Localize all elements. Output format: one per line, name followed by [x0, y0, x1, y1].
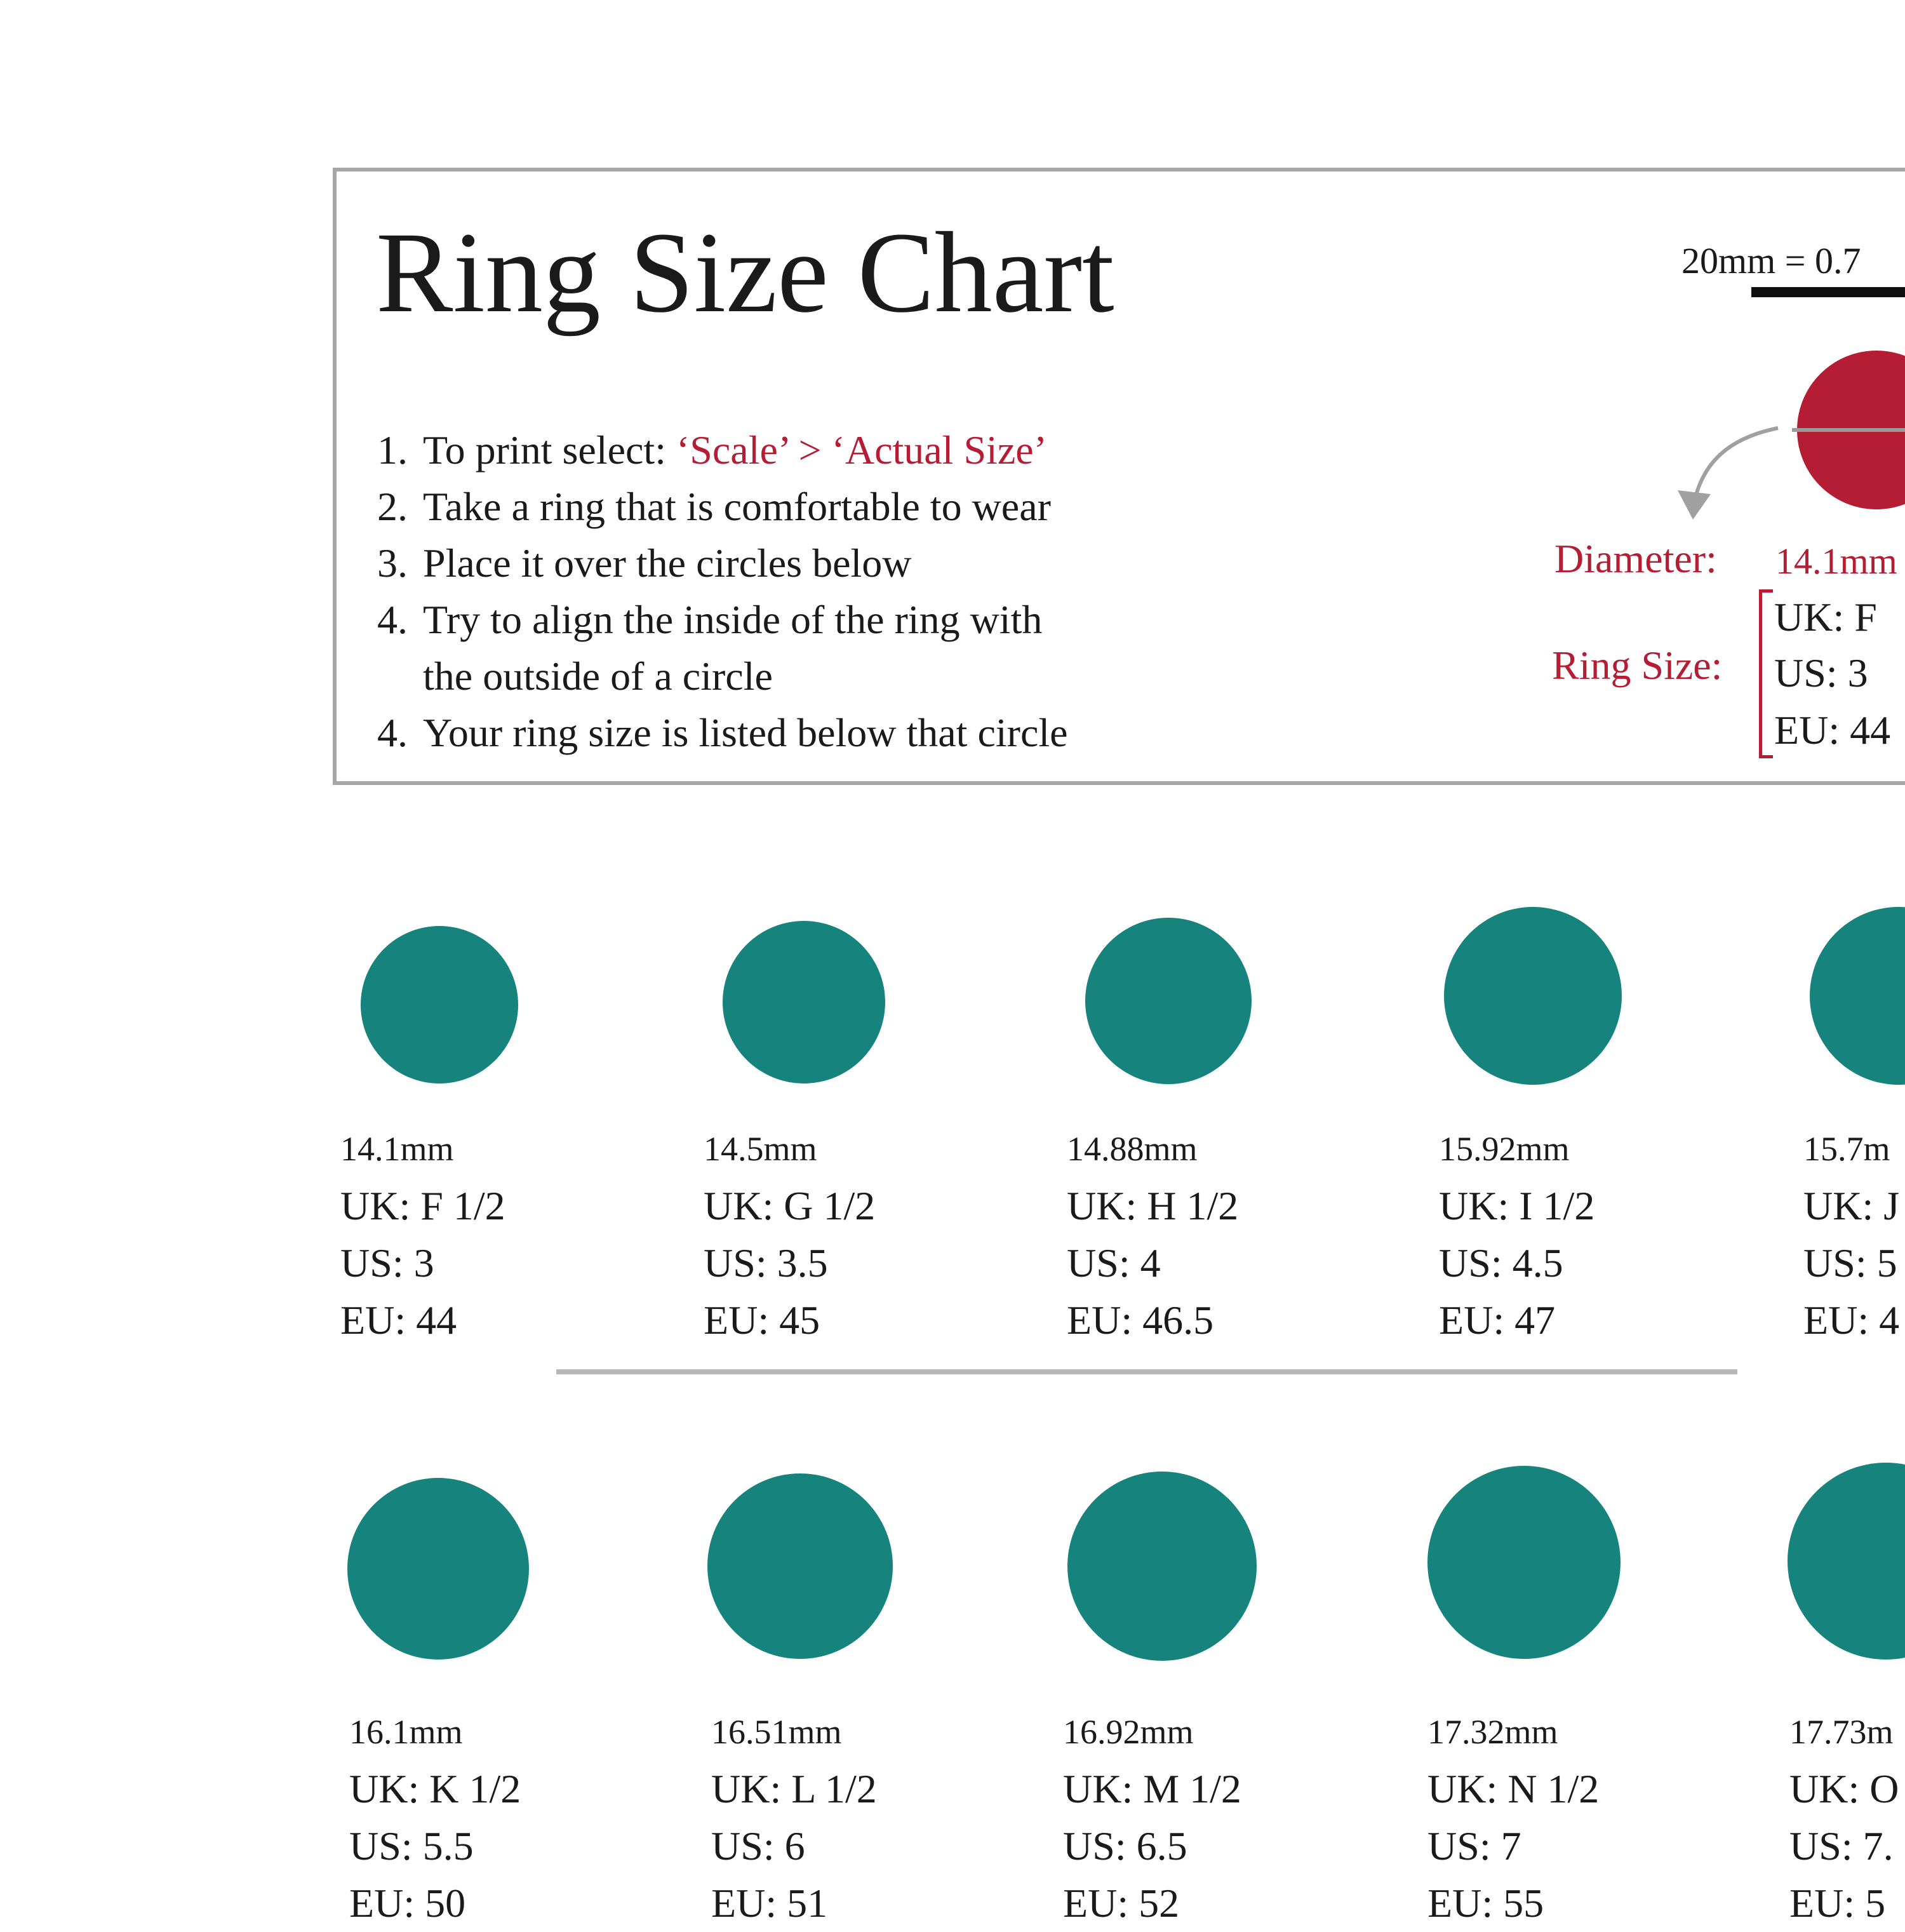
instruction-text: Your ring size is listed below that circle: [423, 710, 1068, 755]
instruction-item: [377, 591, 1266, 648]
instruction-text: Take a ring that is comfortable to wear: [423, 484, 1051, 529]
instruction-text: the outside of a circle: [423, 654, 773, 699]
size-circle: [707, 1473, 893, 1659]
curved-arrow-icon: [1664, 419, 1810, 527]
size-circle: [1444, 907, 1622, 1085]
size-circle: [361, 926, 518, 1083]
size-diameter: 15.92mm: [1439, 1130, 1570, 1168]
size-us: US: 3: [340, 1240, 434, 1285]
size-us: US: 4: [1067, 1240, 1161, 1285]
size-circle: [1067, 1472, 1257, 1661]
instruction-text: Try to align the inside of the ring with: [423, 597, 1043, 642]
size-eu: EU: 47: [1439, 1298, 1556, 1343]
size-diameter: 17.32mm: [1427, 1713, 1558, 1751]
size-us: US: 5.5: [349, 1823, 474, 1868]
size-uk: UK: M 1/2: [1063, 1766, 1241, 1811]
instruction-text: To print select:: [423, 427, 676, 473]
ring-size-bracket: [1759, 589, 1773, 758]
size-uk: UK: J: [1803, 1183, 1900, 1228]
size-diameter: 14.5mm: [704, 1130, 817, 1168]
size-diameter: 17.73m: [1789, 1713, 1894, 1751]
size-us: US: 3.5: [704, 1240, 828, 1285]
instruction-item: [377, 422, 1266, 478]
instruction-item: [377, 535, 1266, 591]
size-diameter: 16.1mm: [349, 1713, 463, 1751]
size-diameter: 14.88mm: [1067, 1130, 1198, 1168]
size-us: US: 6.5: [1063, 1823, 1187, 1868]
size-eu: EU: 46.5: [1067, 1298, 1214, 1343]
size-eu: EU: 55: [1427, 1881, 1544, 1926]
size-us: US: 5: [1803, 1240, 1897, 1285]
diameter-label: Diameter:: [1554, 536, 1717, 581]
scale-bar: [1751, 287, 1905, 297]
instruction-number: 4.: [377, 710, 408, 755]
page-title: Ring Size Chart: [376, 209, 1114, 337]
size-eu: EU: 45: [704, 1298, 820, 1343]
size-diameter: 16.92mm: [1063, 1713, 1194, 1751]
instruction-number: 2.: [377, 484, 408, 529]
size-diameter: 14.1mm: [340, 1130, 454, 1168]
instruction-number: 1.: [377, 427, 408, 473]
size-uk: UK: K 1/2: [349, 1766, 521, 1811]
size-uk: UK: O: [1789, 1766, 1899, 1811]
size-us: US: 7.: [1789, 1823, 1894, 1868]
diameter-value: 14.1mm: [1775, 540, 1897, 582]
size-uk: UK: I 1/2: [1439, 1183, 1595, 1228]
size-eu: EU: 44: [340, 1298, 457, 1343]
instruction-item: [377, 704, 1266, 761]
instruction-text: Place it over the circles below: [423, 540, 912, 586]
size-circle: [1427, 1466, 1621, 1659]
size-uk: UK: F 1/2: [340, 1183, 505, 1228]
ring-size-label: Ring Size:: [1552, 643, 1723, 688]
size-uk: UK: H 1/2: [1067, 1183, 1239, 1228]
size-eu: EU: 50: [349, 1881, 466, 1926]
size-us: US: 6: [711, 1823, 805, 1868]
size-eu: EU: 52: [1063, 1881, 1180, 1926]
instruction-number: 3.: [377, 540, 408, 586]
example-eu-size: EU: 44: [1774, 708, 1891, 753]
instruction-number: 4.: [377, 597, 408, 642]
size-eu: EU: 5: [1789, 1881, 1886, 1926]
size-uk: UK: L 1/2: [711, 1766, 877, 1811]
size-uk: UK: G 1/2: [704, 1183, 876, 1228]
size-circle: [723, 921, 885, 1083]
size-us: US: 7: [1427, 1823, 1521, 1868]
example-uk-size: UK: F: [1774, 594, 1877, 640]
instruction-highlight: ‘Scale’ > ‘Actual Size’: [676, 427, 1047, 473]
size-eu: EU: 51: [711, 1881, 828, 1926]
scale-label: 20mm = 0.7: [1681, 240, 1861, 281]
size-circle: [1810, 907, 1905, 1085]
size-diameter: 15.7m: [1803, 1130, 1890, 1168]
size-circle: [347, 1478, 529, 1660]
size-diameter: 16.51mm: [711, 1713, 842, 1751]
example-us-size: US: 3: [1774, 650, 1868, 695]
size-circle: [1085, 918, 1252, 1084]
instruction-item: [377, 648, 1266, 704]
row-divider: [556, 1369, 1737, 1374]
instruction-item: [377, 478, 1266, 535]
instruction-list: [377, 422, 1266, 761]
size-circle: [1788, 1463, 1905, 1660]
size-uk: UK: N 1/2: [1427, 1766, 1600, 1811]
size-us: US: 4.5: [1439, 1240, 1563, 1285]
size-eu: EU: 4: [1803, 1298, 1900, 1343]
